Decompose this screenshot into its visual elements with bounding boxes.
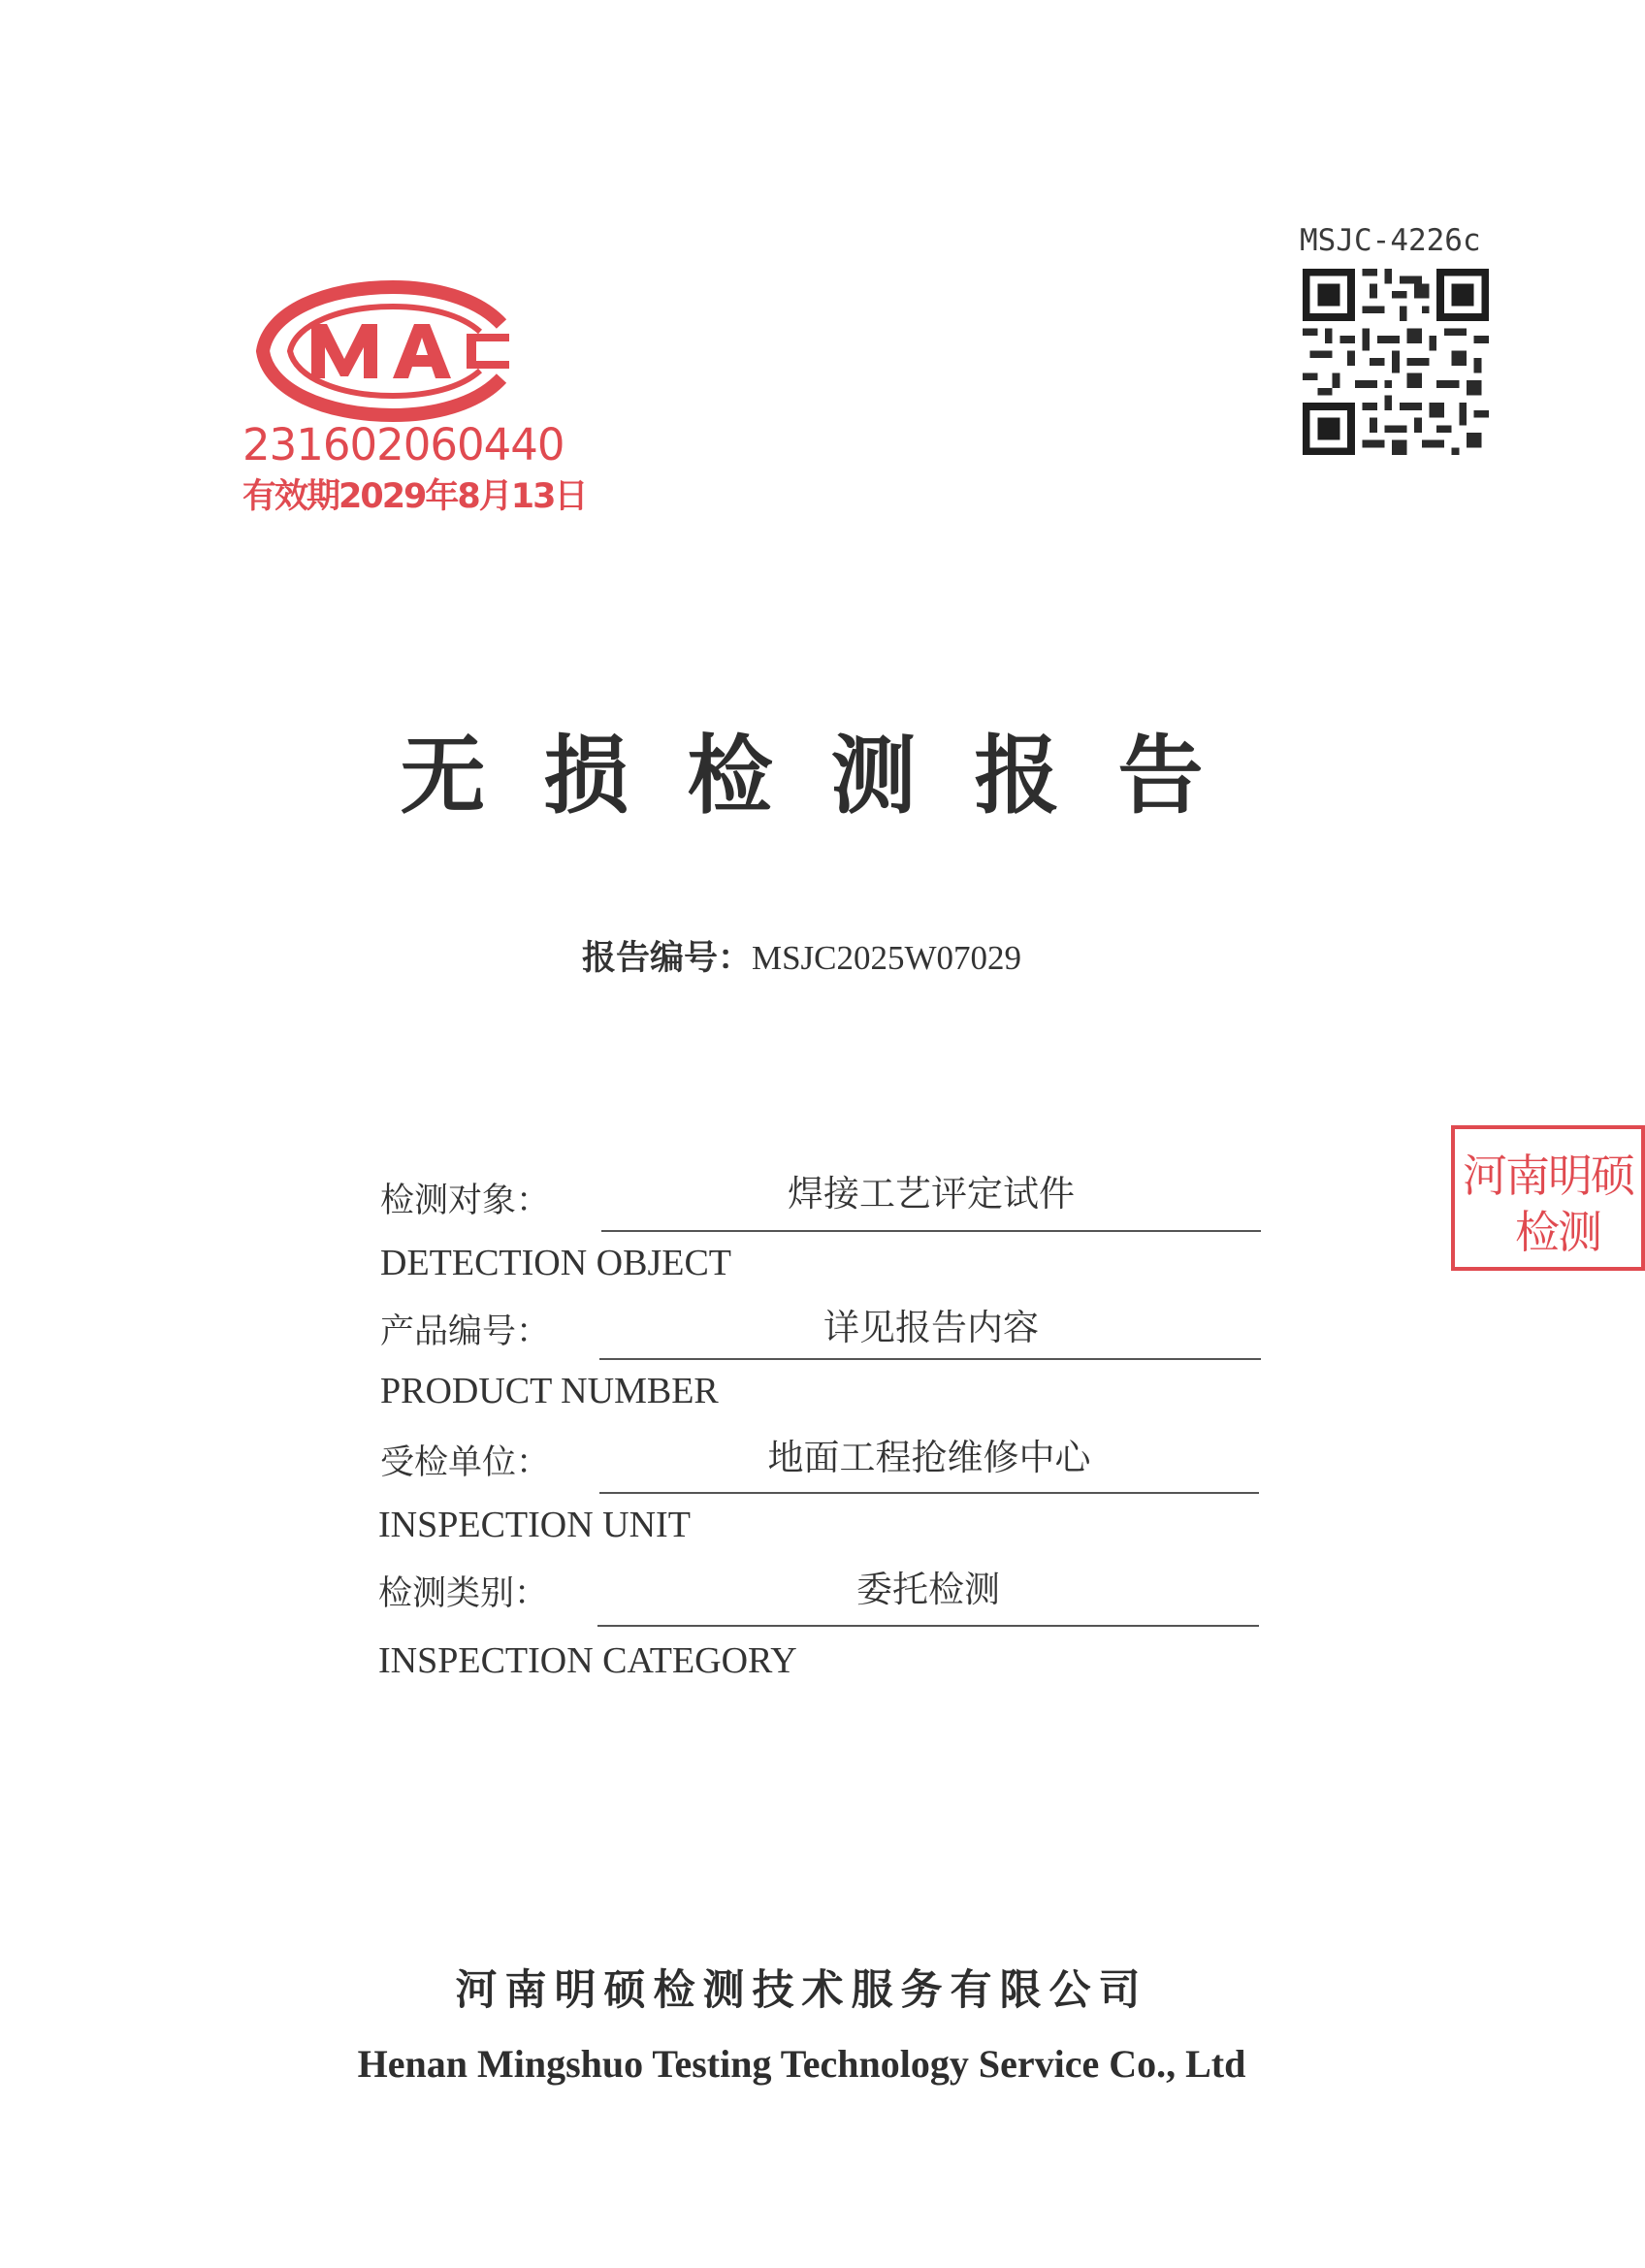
ma-certificate-number: 231602060440 <box>242 419 564 470</box>
seal-text-line1: 河南明硕 <box>1463 1150 1633 1202</box>
inspection-unit-underline <box>599 1492 1259 1494</box>
detection-object-value: 焊接工艺评定试件 <box>788 1173 1075 1215</box>
qr-code-icon <box>1303 269 1489 455</box>
product-number-label: 产品编号： <box>380 1312 551 1351</box>
inspection-unit-label: 受检单位： <box>380 1443 551 1482</box>
company-seal <box>1451 1125 1645 1271</box>
inspection-category-label-en: INSPECTION CATEGORY <box>378 1640 797 1681</box>
report-number-label: 报告编号： <box>581 939 752 978</box>
product-number-label-en: PRODUCT NUMBER <box>380 1371 719 1411</box>
company-name-cn: 河南明硕检测技术服务有限公司 <box>455 1966 1148 2015</box>
ma-validity-date: 有效期2029年8月13日 <box>242 477 587 516</box>
inspection-unit-value: 地面工程抢维修中心 <box>767 1437 1091 1478</box>
inspection-category-underline <box>597 1625 1259 1627</box>
seal-text-line2: 检测 <box>1515 1206 1600 1258</box>
report-number-value: MSJC2025W07029 <box>751 939 1022 977</box>
ma-stamp-icon <box>247 283 538 419</box>
product-number-value: 详见报告内容 <box>823 1307 1039 1348</box>
detection-object-label: 检测对象： <box>380 1182 551 1220</box>
report-number <box>0 931 1603 980</box>
ma-certification-stamp <box>238 283 587 516</box>
inspection-category-label: 检测类别： <box>378 1574 549 1613</box>
inspection-category-value: 委托检测 <box>856 1569 1000 1610</box>
product-number-underline <box>599 1358 1261 1360</box>
inspection-unit-label-en: INSPECTION UNIT <box>378 1505 691 1545</box>
detection-object-underline <box>601 1230 1261 1232</box>
document-title: 无损检测报告 <box>400 726 1262 826</box>
company-name-en: Henan Mingshuo Testing Technology Service Co., Ltd <box>357 2042 1246 2086</box>
qr-code-label: MSJC-4226c <box>1300 223 1481 258</box>
detection-object-label-en: DETECTION OBJECT <box>380 1243 732 1283</box>
